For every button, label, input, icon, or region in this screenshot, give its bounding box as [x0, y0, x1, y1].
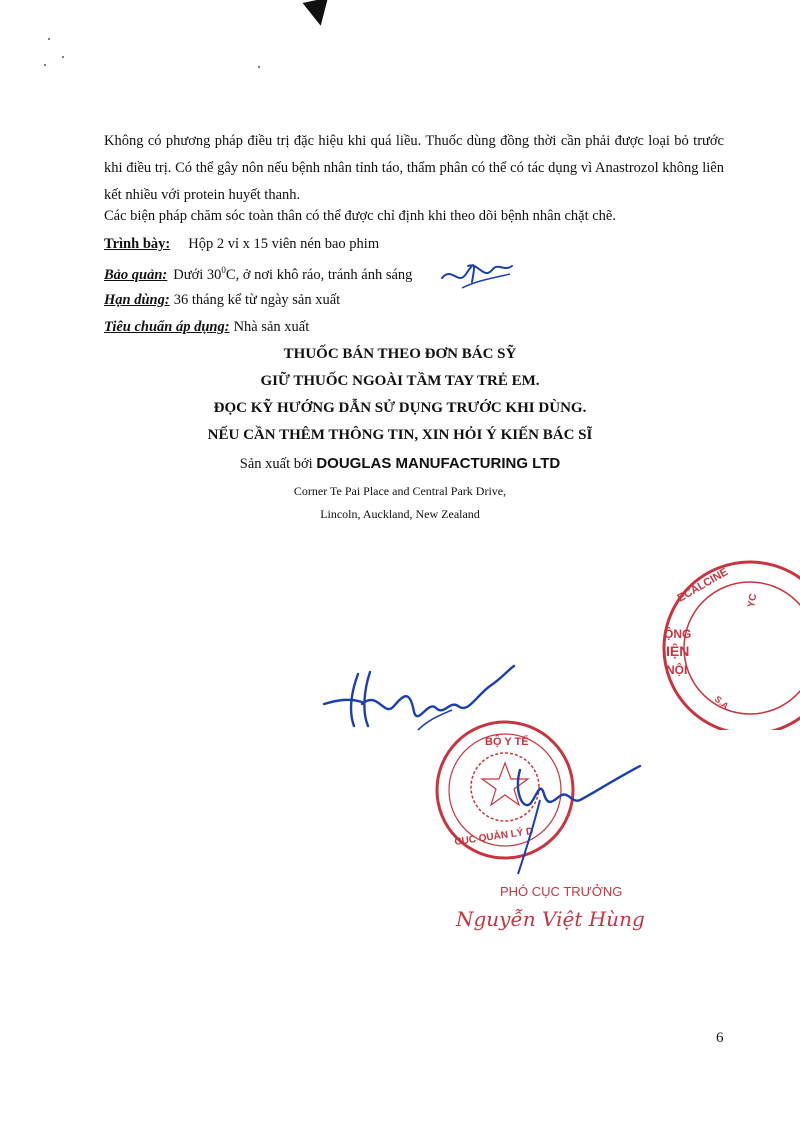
warning-line: NẾU CẦN THÊM THÔNG TIN, XIN HỎI Ý KIẾN BÁC SĨ: [207, 427, 593, 443]
standard-value: Nhà sản xuất: [233, 319, 310, 335]
scan-speck: [48, 38, 50, 40]
manufacturer-line: [0, 455, 800, 473]
signature-secondary: [500, 760, 650, 880]
storage-value-after: C, ở nơi khô ráo, tránh ánh sáng: [225, 266, 413, 283]
company-stamp: [650, 550, 800, 730]
storage-degree: 0: [221, 265, 226, 275]
initials-signature: [438, 252, 518, 292]
warning-line: ĐỌC KỸ HƯỚNG DẪN SỬ DỤNG TRƯỚC KHI DÙNG.: [213, 400, 587, 416]
overdose-paragraph: Không có phương pháp điều trị đặc hiệu khi quá liều. Thuốc dùng đồng thời cần phải được loại bỏ trước khi điều trị. Có thể gây nôn nếu bệnh nhân tỉnh táo, thẩm phân có thể có tác dụng vì Anastrozol không liên kết nhiều với protein huyết thanh.: [104, 133, 724, 203]
stamp-text: YC: [746, 592, 760, 609]
signatory-name: Nguyễn Việt Hùng: [456, 907, 645, 931]
page-number: 6: [716, 1030, 724, 1046]
presentation-label: Trình bày:: [104, 236, 171, 252]
stamp-text: S.A: [712, 693, 731, 712]
corner-mark: [303, 0, 334, 28]
standard-row: [104, 319, 309, 336]
scan-speck: [258, 66, 260, 68]
presentation-value: Hộp 2 vỉ x 15 viên nén bao phim: [188, 236, 380, 252]
stamp-text: ECALCINE: [675, 566, 731, 605]
warning-line: THUỐC BÁN THEO ĐƠN BÁC SỸ: [283, 346, 517, 362]
scan-speck: [62, 56, 64, 58]
standard-label: Tiêu chuẩn áp dụng:: [104, 319, 230, 335]
manufacturer-name: DOUGLAS MANUFACTURING LTD: [316, 455, 561, 472]
storage-row: [104, 265, 412, 284]
manufacturer-prefix: Sản xuất bởi: [239, 456, 313, 472]
expiry-label: Hạn dùng:: [104, 292, 170, 308]
manufacturer-address-2: Lincoln, Auckland, New Zealand: [320, 507, 480, 521]
stamp-text: NỘI: [666, 663, 688, 677]
manufacturer-address-1: Corner Te Pai Place and Central Park Drive,: [293, 484, 507, 498]
expiry-value: 36 tháng kể từ ngày sản xuất: [173, 292, 341, 308]
warning-line: GIỮ THUỐC NGOÀI TẦM TAY TRẺ EM.: [260, 373, 540, 389]
storage-label: Bảo quản:: [104, 266, 168, 283]
presentation-row: [104, 236, 379, 253]
seal-text: BỘ Y TẾ: [485, 736, 529, 748]
scan-speck: [44, 64, 46, 66]
seal-text: CỤC QUẢN LÝ D: [453, 826, 535, 848]
expiry-row: [104, 292, 340, 309]
stamp-text: ỘNG: [664, 627, 692, 641]
signatory-title: PHÓ CỤC TRƯỞNG: [500, 884, 623, 899]
overdose-care-text: Các biện pháp chăm sóc toàn thân có thể được chỉ định khi theo dõi bệnh nhân chặt chẽ.: [104, 208, 616, 224]
stamp-text: IỆN: [666, 643, 690, 659]
signature-primary: [318, 660, 518, 750]
storage-value-before: Dưới 30: [173, 266, 222, 283]
